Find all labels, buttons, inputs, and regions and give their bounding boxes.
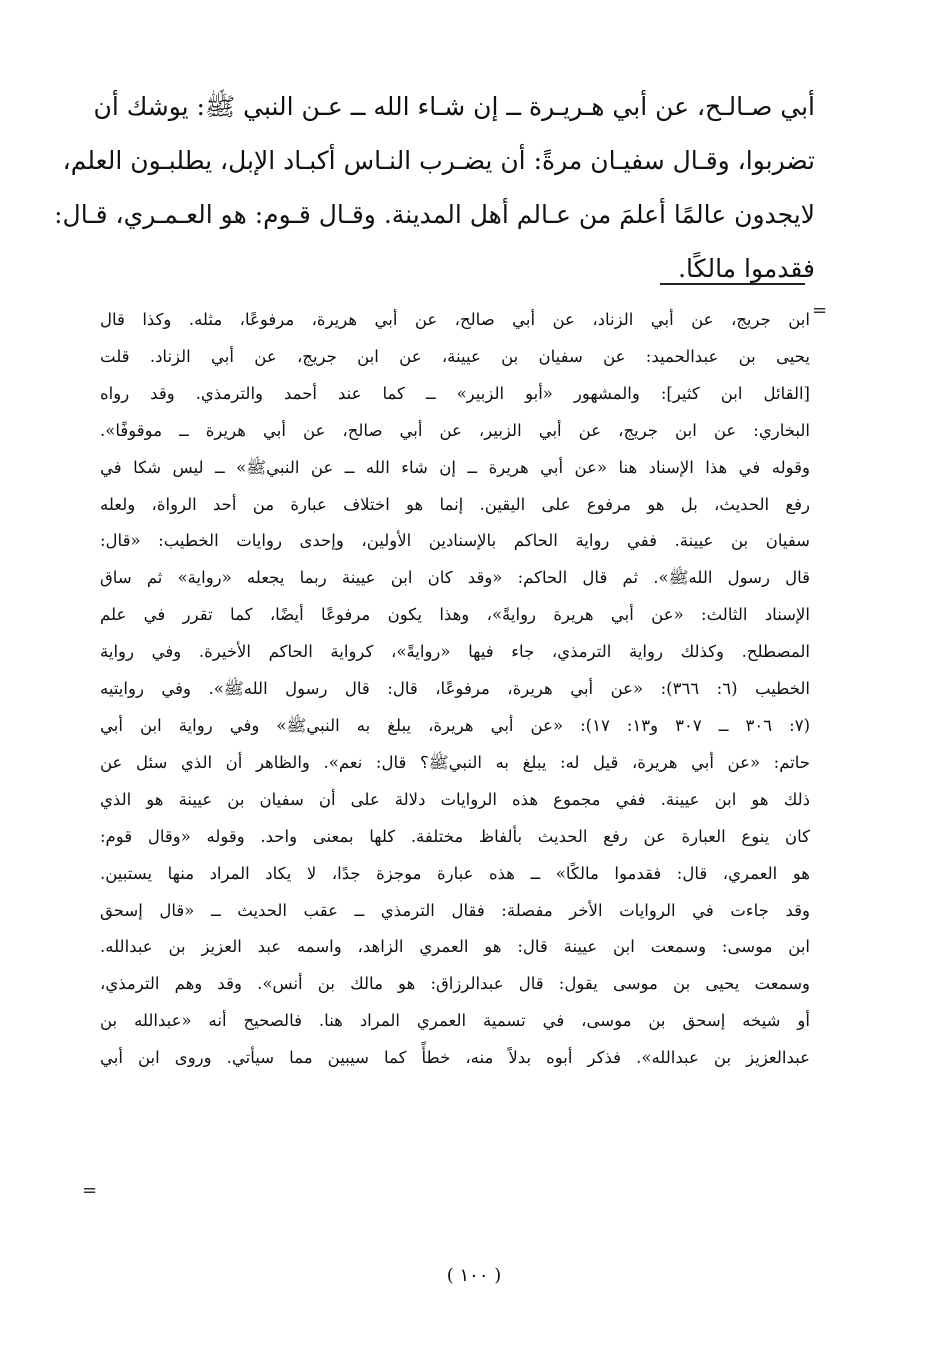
footnote-line: الإسناد الثالث: «عن أبي هريرة روايةً»، وهذا يكون مرفوعًا أيضًا، كما تقرر في علم xyxy=(100,605,810,625)
footnote-line: قال رسول اللهﷺ». ثم قال الحاكم: «وقد كان ابن عيينة ربما يجعله «رواية» ثم ساق xyxy=(100,568,810,588)
footnote-line: الخطيب (٦: ٣٦٦): «عن أبي هريرة، مرفوعًا، قال: قال رسول اللهﷺ». وفي روايتيه xyxy=(100,679,810,699)
footnote-line: سفيان بن عيينة. ففي رواية الحاكم بالإسنادين الأولين، وإحدى روايات الخطيب: «قال: xyxy=(100,531,810,551)
footnote-line: ابن موسى: وسمعت ابن عيينة قال: هو العمري الزاهد، واسمه عبد العزيز بن عبدالله. xyxy=(100,937,810,957)
footnote-line: وقد جاءت في الروايات الأخر مفصلة: فقال الترمذي ــ عقب الحديث ــ «قال إسحق xyxy=(100,900,810,920)
page-number: ( ١٠٠ ) xyxy=(446,1265,502,1286)
footnote-line: البخاري: عن ابن جريج، عن أبي الزبير، عن أبي صالح، عن أبي هريرة ــ موقوفًا». xyxy=(100,420,810,440)
footnote-continuation-marker-start: = xyxy=(812,300,828,321)
footnote-line: وسمعت يحيى بن موسى يقول: قال عبدالرزاق: هو مالك بن أنس». وقد وهم الترمذي، xyxy=(100,974,810,994)
footnote-line: هو العمري، قال: فقدموا مالكًا» ــ هذه عبارة موجزة جدًا، لا يكاد المراد منها يستبين. xyxy=(100,863,810,883)
footnote-line: عبدالعزيز بن عبدالله». فذكر أبوه بدلاً منه، خطأً كما سيبين مما سيأتي. وروى ابن أبي xyxy=(100,1048,810,1068)
main-text xyxy=(54,80,815,296)
footnote-line: حاتم: «عن أبي هريرة، قيل له: يبلغ به النبيﷺ؟ قال: نعم». والظاهر أن الذي سئل عن xyxy=(100,752,810,772)
footnote xyxy=(100,302,810,1077)
footnote-line: المصطلح. وكذلك رواية الترمذي، جاء فيها «روايةً»، كرواية الحاكم الأخيرة. وفي رواية xyxy=(100,642,810,662)
footnote-line: أو شيخه إسحق بن موسى، في تسمية العمري المراد هنا. فالصحيح أنه «عبدالله بن xyxy=(100,1011,810,1031)
footnote-continuation-marker-end: = xyxy=(82,1180,98,1201)
footnote-line: (٧: ٣٠٦ ــ ٣٠٧ و١٣: ١٧): «عن أبي هريرة، يبلغ به النبيﷺ» وفي رواية ابن أبي xyxy=(100,715,810,735)
footnote-separator xyxy=(660,283,805,285)
main-text-line: أبي صـالـح، عن أبي هـريـرة ــ إن شـاء الله ــ عـن النبي ﷺ: يوشك أن xyxy=(93,92,815,121)
footnote-line: ابن جريج، عن أبي الزناد، عن أبي صالح، عن أبي هريرة، مرفوعًا، مثله. وكذا قال xyxy=(100,310,810,329)
footnote-line: يحيى بن عبدالحميد: عن سفيان بن عيينة، عن ابن جريج، عن أبي الزناد. قلت xyxy=(100,346,810,366)
main-text-line: لايجدون عالمًا أعلمَ من عـالم أهل المدينة. وقـال قـوم: هو العـمـري، قـال: xyxy=(54,200,815,229)
main-text-line: فقدموا مالكًا. xyxy=(678,254,815,283)
main-text-line: تضربوا، وقـال سفيـان مرةً: أن يضـرب النـاس أكبـاد الإبل، يطلبـون العلم، xyxy=(62,146,815,175)
footnote-line: وقوله في هذا الإسناد هنا «عن أبي هريرة ــ إن شاء الله ــ عن النبيﷺ» ــ ليس شكا في xyxy=(100,457,810,477)
footnote-line: [القائل ابن كثير]: والمشهور «أبو الزبير» ــ كما عند أحمد والترمذي. وقد رواه xyxy=(100,383,810,403)
footnote-line: كان ينوع العبارة عن رفع الحديث بألفاظ مختلفة. كلها بمعنى واحد. وقوله «وقال قوم: xyxy=(100,826,810,846)
footnote-line: ذلك هو ابن عيينة. ففي مجموع هذه الروايات دلالة على أن سفيان بن عيينة هو الذي xyxy=(100,789,810,809)
footnote-line: رفع الحديث، بل هو مرفوع على اليقين. إنما هو اختلاف عبارة من أحد الرواة، ولعله xyxy=(100,494,810,514)
